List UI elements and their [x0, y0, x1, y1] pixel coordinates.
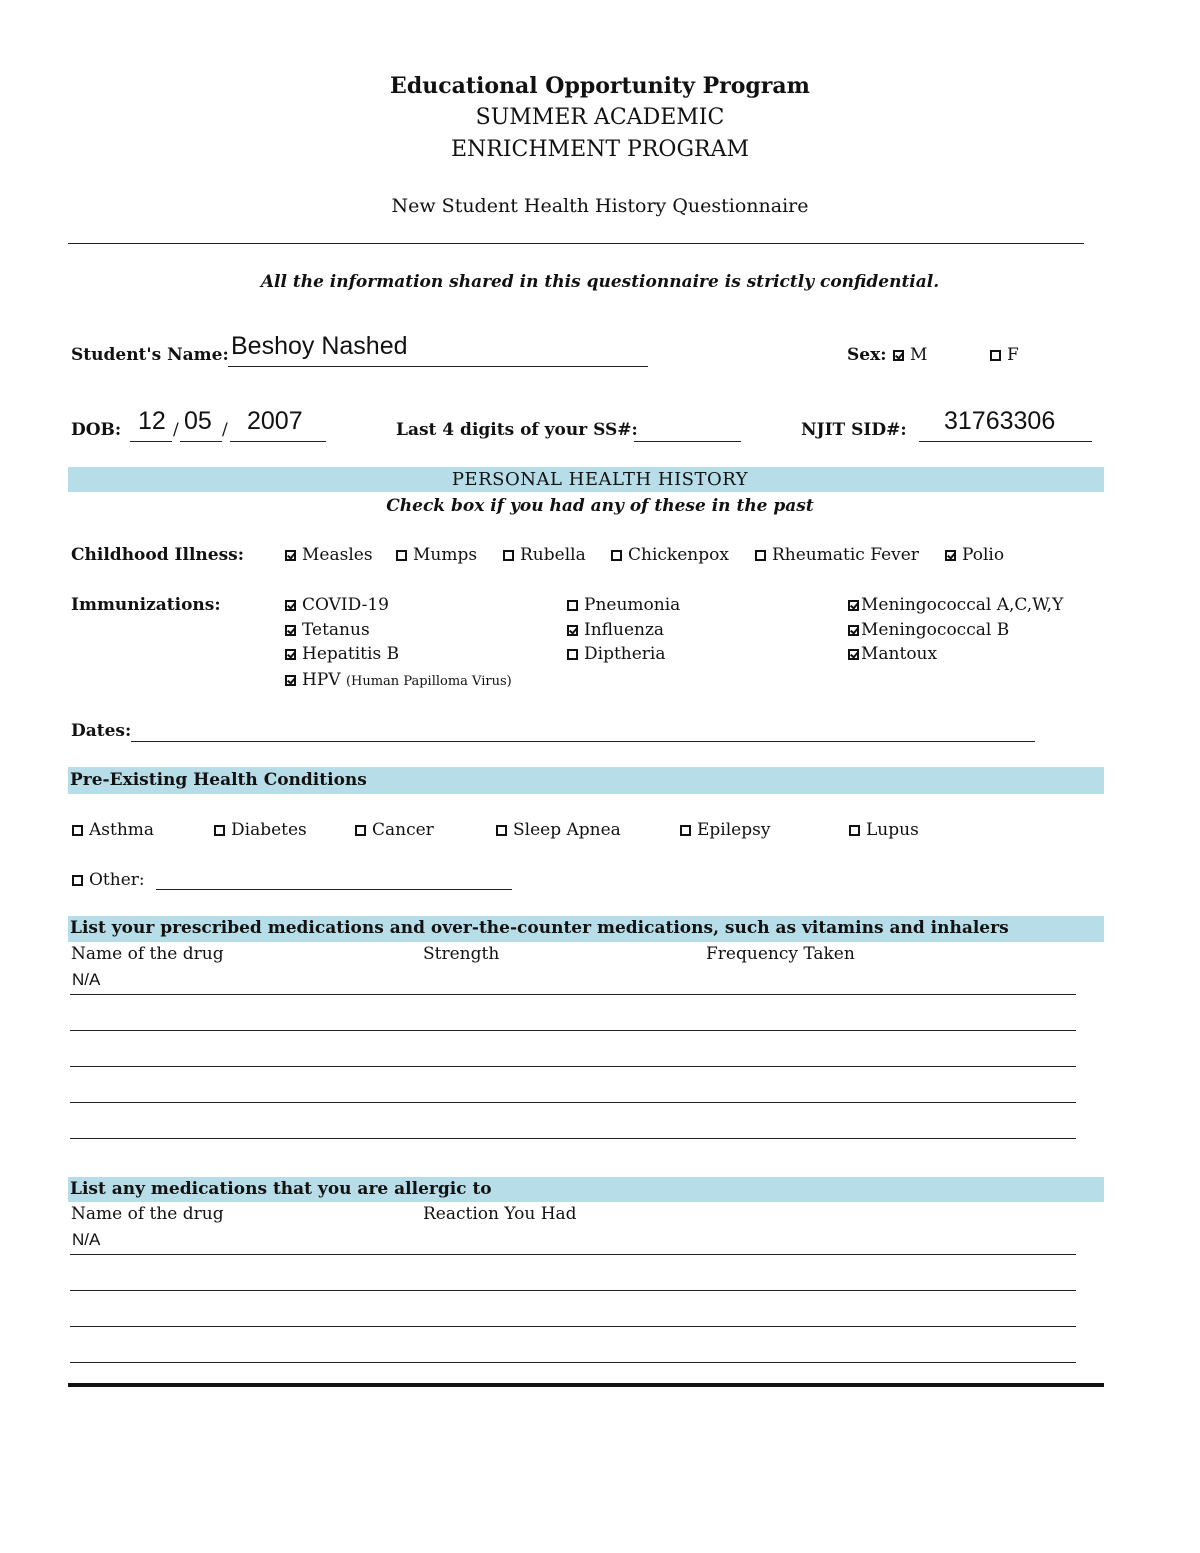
dates-label: Dates:: [71, 721, 132, 741]
sex-f-checkbox[interactable]: [990, 350, 1001, 361]
imm-meningococcal-acwy[interactable]: [848, 595, 1063, 615]
student-name-label: Student's Name:: [71, 345, 229, 365]
sid-label: NJIT SID#:: [801, 420, 907, 440]
allergies-title: List any medications that you are allergic to: [70, 1179, 492, 1199]
diabetes-checkbox[interactable]: [214, 825, 225, 836]
med-col-frequency: Frequency Taken: [706, 944, 855, 964]
rubella-checkbox[interactable]: [503, 550, 514, 561]
imm-hepatitis-b[interactable]: [285, 644, 399, 664]
asthma-label: Asthma: [89, 820, 155, 840]
polio-checkbox[interactable]: [945, 550, 956, 561]
sex-m-option[interactable]: [893, 345, 927, 365]
hpv-label: HPV: [302, 670, 341, 690]
med-col-name: Name of the drug: [71, 944, 224, 964]
measles-checkbox[interactable]: [285, 550, 296, 561]
childhood-rheumatic-fever[interactable]: [755, 545, 919, 565]
hpv-checkbox[interactable]: [285, 675, 296, 686]
imm-influenza[interactable]: [567, 620, 664, 640]
epilepsy-checkbox[interactable]: [680, 825, 691, 836]
childhood-measles[interactable]: [285, 545, 373, 565]
ss-field[interactable]: [634, 441, 741, 442]
imm-meningococcal-b[interactable]: [848, 620, 1009, 640]
chickenpox-label: Chickenpox: [628, 545, 729, 565]
mumps-checkbox[interactable]: [396, 550, 407, 561]
medications-title: List your prescribed medications and over-the-counter medications, such as vitamins and inhalers: [70, 918, 1009, 938]
med-line-1[interactable]: [70, 994, 1076, 995]
imm-mantoux[interactable]: [848, 644, 937, 664]
other-field[interactable]: [156, 889, 512, 890]
childhood-polio[interactable]: [945, 545, 1004, 565]
allergy-col-reaction: Reaction You Had: [423, 1204, 577, 1224]
form-title: New Student Health History Questionnaire: [391, 195, 809, 217]
dob-sep-1: /: [173, 420, 179, 440]
sex-m-label: M: [910, 345, 928, 365]
cond-asthma[interactable]: [72, 820, 154, 840]
imm-hpv[interactable]: [285, 670, 512, 690]
confidential-note: All the information shared in this questionnaire is strictly confidential.: [260, 272, 940, 292]
sex-m-checkbox[interactable]: [893, 350, 904, 361]
other-checkbox[interactable]: [72, 875, 83, 886]
hepatitis-b-checkbox[interactable]: [285, 649, 296, 660]
rheumatic-fever-checkbox[interactable]: [755, 550, 766, 561]
sid-field[interactable]: [919, 441, 1092, 442]
imm-pneumonia[interactable]: [567, 595, 680, 615]
pneumonia-checkbox[interactable]: [567, 600, 578, 611]
cond-other[interactable]: [72, 870, 145, 890]
cancer-label: Cancer: [372, 820, 434, 840]
allergy-line-2[interactable]: [70, 1290, 1076, 1291]
imm-tetanus[interactable]: [285, 620, 370, 640]
student-name-value: Beshoy Nashed: [231, 332, 408, 360]
personal-history-subtitle: Check box if you had any of these in the past: [386, 496, 814, 516]
dob-sep-2: /: [222, 420, 228, 440]
pneumonia-label: Pneumonia: [584, 595, 681, 615]
dates-field[interactable]: [131, 741, 1035, 742]
childhood-illness-label: Childhood Illness:: [71, 545, 244, 565]
allergy-line-1[interactable]: [70, 1254, 1076, 1255]
dob-day: 05: [184, 407, 212, 435]
allergy-line-3[interactable]: [70, 1326, 1076, 1327]
mantoux-checkbox[interactable]: [848, 649, 859, 660]
cond-lupus[interactable]: [849, 820, 919, 840]
chickenpox-checkbox[interactable]: [611, 550, 622, 561]
epilepsy-label: Epilepsy: [697, 820, 771, 840]
diptheria-label: Diptheria: [584, 644, 666, 664]
mumps-label: Mumps: [413, 545, 478, 565]
tetanus-label: Tetanus: [302, 620, 370, 640]
sex-label: Sex:: [847, 345, 887, 365]
personal-history-title: PERSONAL HEALTH HISTORY: [451, 469, 749, 490]
meningococcal-acwy-checkbox[interactable]: [848, 600, 859, 611]
med-line-3[interactable]: [70, 1066, 1076, 1067]
lupus-checkbox[interactable]: [849, 825, 860, 836]
preexisting-title: Pre-Existing Health Conditions: [70, 770, 367, 790]
measles-label: Measles: [302, 545, 373, 565]
sex-f-label: F: [1007, 345, 1019, 365]
footer-rule: [68, 1383, 1104, 1387]
diabetes-label: Diabetes: [231, 820, 307, 840]
header-divider: [68, 243, 1084, 244]
dob-month-field[interactable]: [130, 441, 172, 442]
tetanus-checkbox[interactable]: [285, 625, 296, 636]
meningococcal-acwy-label: Meningococcal A,C,W,Y: [861, 595, 1064, 615]
childhood-mumps[interactable]: [396, 545, 477, 565]
rheumatic-fever-label: Rheumatic Fever: [772, 545, 919, 565]
sleep-apnea-checkbox[interactable]: [496, 825, 507, 836]
dob-day-field[interactable]: [180, 441, 222, 442]
cond-epilepsy[interactable]: [680, 820, 770, 840]
dob-year-field[interactable]: [230, 441, 326, 442]
imm-covid[interactable]: [285, 595, 389, 615]
rubella-label: Rubella: [520, 545, 586, 565]
dob-year: 2007: [247, 407, 303, 435]
sleep-apnea-label: Sleep Apnea: [513, 820, 621, 840]
diptheria-checkbox[interactable]: [567, 649, 578, 660]
program-subtitle-2: ENRICHMENT PROGRAM: [450, 137, 750, 162]
hepatitis-b-label: Hepatitis B: [302, 644, 400, 664]
influenza-label: Influenza: [584, 620, 665, 640]
allergy-entry-1: N/A: [72, 1230, 101, 1249]
lupus-label: Lupus: [866, 820, 919, 840]
med-line-5[interactable]: [70, 1138, 1076, 1139]
med-col-strength: Strength: [423, 944, 500, 964]
asthma-checkbox[interactable]: [72, 825, 83, 836]
immunizations-label: Immunizations:: [71, 595, 221, 615]
allergy-line-4[interactable]: [70, 1362, 1076, 1363]
program-title: Educational Opportunity Program: [390, 73, 810, 99]
dob-month: 12: [138, 407, 166, 435]
cond-sleep-apnea[interactable]: [496, 820, 621, 840]
dob-label: DOB:: [71, 420, 122, 440]
ss-label: Last 4 digits of your SS#:: [396, 420, 638, 440]
med-entry-1: N/A: [72, 970, 101, 989]
influenza-checkbox[interactable]: [567, 625, 578, 636]
student-name-field[interactable]: [228, 366, 648, 367]
polio-label: Polio: [962, 545, 1005, 565]
meningococcal-b-label: Meningococcal B: [861, 620, 1010, 640]
hpv-sublabel: (Human Papilloma Virus): [345, 674, 512, 689]
med-line-2[interactable]: [70, 1030, 1076, 1031]
childhood-rubella[interactable]: [503, 545, 586, 565]
meningococcal-b-checkbox[interactable]: [848, 625, 859, 636]
cond-diabetes[interactable]: [214, 820, 307, 840]
imm-diptheria[interactable]: [567, 644, 666, 664]
covid-checkbox[interactable]: [285, 600, 296, 611]
childhood-chickenpox[interactable]: [611, 545, 729, 565]
cancer-checkbox[interactable]: [355, 825, 366, 836]
program-subtitle-1: SUMMER ACADEMIC: [475, 105, 725, 130]
other-label: Other:: [89, 870, 145, 890]
cond-cancer[interactable]: [355, 820, 434, 840]
mantoux-label: Mantoux: [861, 644, 938, 664]
sex-f-option[interactable]: [990, 345, 1019, 365]
allergy-col-name: Name of the drug: [71, 1204, 224, 1224]
med-line-4[interactable]: [70, 1102, 1076, 1103]
sid-value: 31763306: [944, 407, 1056, 435]
covid-label: COVID-19: [302, 595, 389, 615]
